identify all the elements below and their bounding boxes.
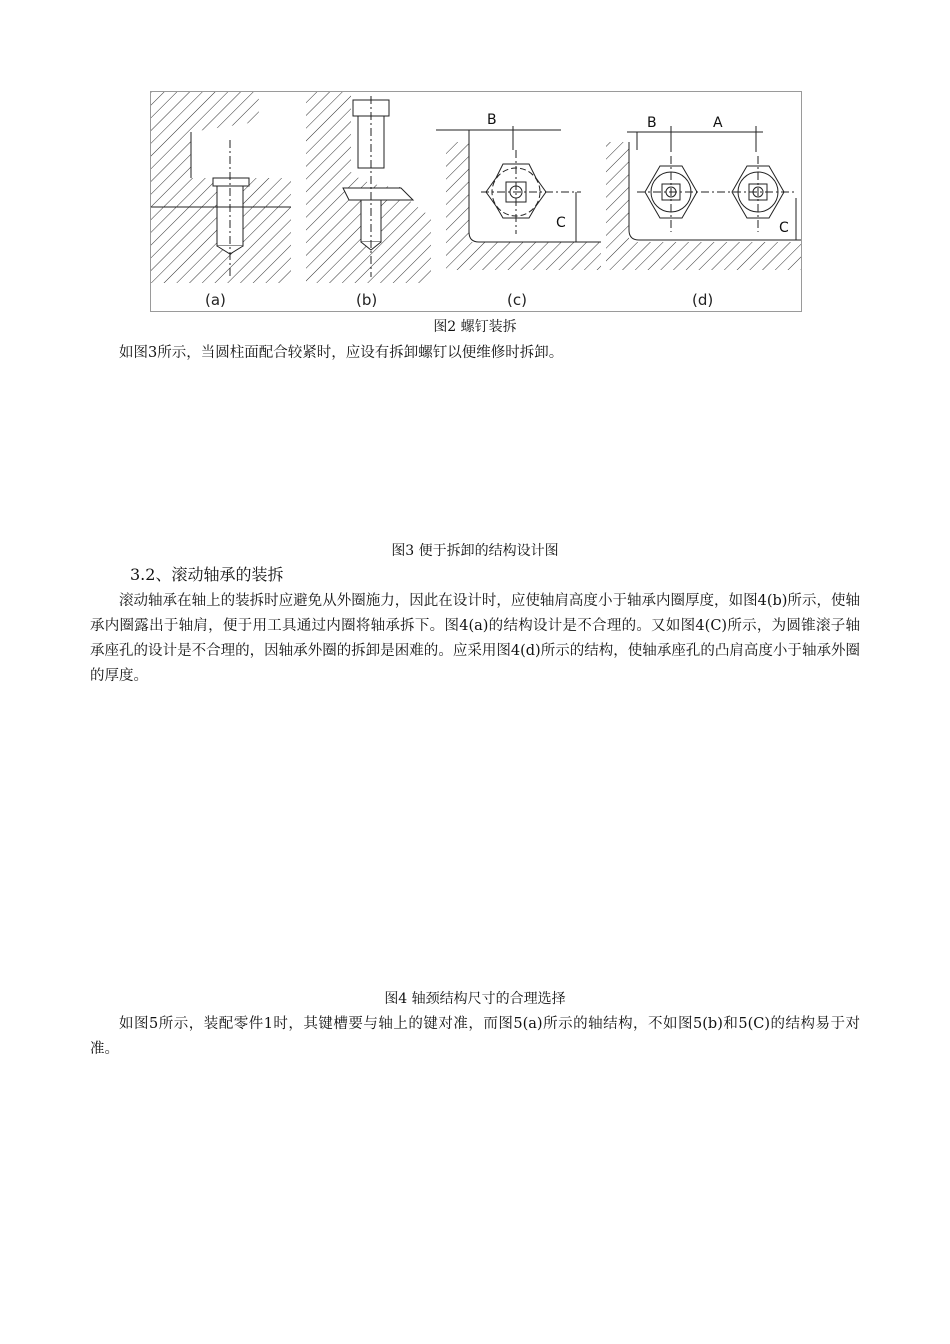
dim-label-c-c: C bbox=[556, 215, 566, 231]
subfigure-d bbox=[606, 115, 801, 309]
subfigure-a bbox=[151, 92, 291, 309]
paragraph-1: 如图3所示，当圆柱面配合较紧时，应设有拆卸螺钉以便维修时拆卸。 bbox=[119, 345, 564, 361]
figure-3-caption: 图3 便于拆卸的结构设计图 bbox=[391, 543, 559, 559]
section-heading: 3.2、滚动轴承的装拆 bbox=[130, 565, 284, 584]
figure-4-caption: 图4 轴颈结构尺寸的合理选择 bbox=[384, 991, 566, 1007]
figure-2-drawing bbox=[150, 91, 802, 312]
sub-label-c: (c) bbox=[507, 291, 527, 309]
sub-label-d: (d) bbox=[692, 291, 714, 309]
sub-label-a: (a) bbox=[205, 291, 226, 309]
figure-2-svg bbox=[151, 92, 801, 311]
dim-label-c-b: B bbox=[487, 112, 497, 128]
dim-label-d-a: A bbox=[713, 115, 723, 131]
subfigure-c bbox=[436, 112, 601, 309]
paragraph-2: 滚动轴承在轴上的装拆时应避免从外圈施力，因此在设计时，应使轴肩高度小于轴承内圈厚度，如图4(b)所示，使轴承内圈露出于轴肩，便于用工具通过内圈将轴承拆下。图4(a)的结构设计是不合理的。又如图4(C)所示，为圆锥滚子轴承座孔的设计是不合理的，因轴承外圈的拆卸是困难的。应采用图4(d)所示的结构，使轴承座孔的凸肩高度小于轴承外圈的厚度。 bbox=[90, 593, 860, 684]
paragraph-3: 如图5所示，装配零件1时，其键槽要与轴上的键对准，而图5(a)所示的轴结构，不如图5(b)和5(C)的结构易于对准。 bbox=[90, 1016, 860, 1057]
dim-label-d-b: B bbox=[647, 115, 657, 131]
figure-2-caption: 图2 螺钉装拆 bbox=[433, 319, 517, 335]
dim-label-d-c: C bbox=[779, 220, 789, 236]
subfigure-b bbox=[306, 92, 431, 309]
sub-label-b: (b) bbox=[356, 291, 378, 309]
